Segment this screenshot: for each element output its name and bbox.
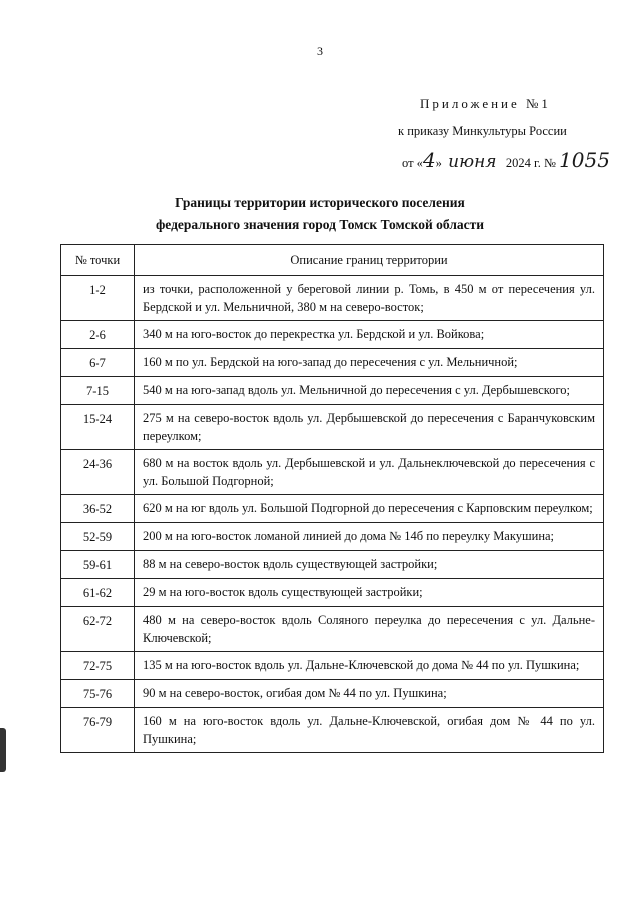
boundary-description-cell: 200 м на юго-восток ломаной линией до дома № 14б по переулку Макушина; <box>135 523 604 551</box>
point-range-cell: 24-36 <box>61 450 135 495</box>
point-range-cell: 59-61 <box>61 551 135 579</box>
title-line-1: Границы территории исторического поселения <box>175 195 465 210</box>
boundary-description-cell: 88 м на северо-восток вдоль существующей застройки; <box>135 551 604 579</box>
boundary-description-cell: 160 м по ул. Бердской на юго-запад до пересечения с ул. Мельничной; <box>135 349 604 377</box>
page-number: 3 <box>317 44 323 58</box>
date-year: 2024 г. № <box>505 156 556 170</box>
point-range-cell: 15-24 <box>61 405 135 450</box>
boundary-description-cell: 340 м на юго-восток до перекрестка ул. Бердской и ул. Войкова; <box>135 321 604 349</box>
point-range-cell: 76-79 <box>61 708 135 753</box>
table-row <box>61 276 604 321</box>
point-range-cell: 61-62 <box>61 579 135 607</box>
point-range-cell: 7-15 <box>61 377 135 405</box>
appendix-label: Приложение №1 <box>420 96 551 111</box>
point-range-cell: 72-75 <box>61 652 135 680</box>
table-row <box>61 495 604 523</box>
point-range-cell: 1-2 <box>61 276 135 321</box>
point-range-cell: 52-59 <box>61 523 135 551</box>
table-row <box>61 321 604 349</box>
date-month: июня <box>448 152 497 172</box>
table-row <box>61 708 604 753</box>
point-range-cell: 6-7 <box>61 349 135 377</box>
boundary-description-cell: 29 м на юго-восток вдоль существующей застройки; <box>135 579 604 607</box>
date-day: 4 <box>422 148 436 172</box>
order-number: 1055 <box>559 148 610 172</box>
boundary-description-cell: 135 м на юго-восток вдоль ул. Дальне-Ключевской до дома № 44 по ул. Пушкина; <box>135 652 604 680</box>
scan-edge-mark <box>0 728 6 772</box>
table-row <box>61 450 604 495</box>
table-row <box>61 377 604 405</box>
table-row <box>61 607 604 652</box>
point-range-cell: 36-52 <box>61 495 135 523</box>
document-title <box>0 192 640 236</box>
table-row <box>61 680 604 708</box>
table-row <box>61 405 604 450</box>
boundary-description-cell: 90 м на северо-восток, огибая дом № 44 по ул. Пушкина; <box>135 680 604 708</box>
table-row <box>61 523 604 551</box>
boundary-description-cell: из точки, расположенной у береговой линии р. Томь, в 450 м от пересечения ул. Бердской и ул. Мельничной, 380 м на северо-восток; <box>135 276 604 321</box>
point-range-cell: 62-72 <box>61 607 135 652</box>
point-range-cell: 75-76 <box>61 680 135 708</box>
table-row <box>61 579 604 607</box>
boundary-description-cell: 540 м на юго-запад вдоль ул. Мельничной до пересечения с ул. Дербышевского; <box>135 377 604 405</box>
table-row <box>61 652 604 680</box>
point-range-cell: 2-6 <box>61 321 135 349</box>
header-points: № точки <box>61 245 135 276</box>
table-header-row <box>61 245 604 276</box>
table-row <box>61 349 604 377</box>
title-line-2: федерального значения город Томск Томской области <box>155 217 485 232</box>
boundary-table <box>60 244 604 753</box>
order-date-line <box>402 148 610 172</box>
order-label: к приказу Минкультуры России <box>398 124 567 138</box>
boundary-description-cell: 680 м на восток вдоль ул. Дербышевской и ул. Дальнеключевской до пересечения с ул. Большой Подгорной; <box>135 450 604 495</box>
boundary-description-cell: 620 м на юг вдоль ул. Большой Подгорной до пересечения с Карповским переулком; <box>135 495 604 523</box>
table-row <box>61 551 604 579</box>
date-mid: » <box>435 156 442 170</box>
header-description: Описание границ территории <box>135 245 604 276</box>
boundary-description-cell: 275 м на северо-восток вдоль ул. Дербышевской до пересечения с Баранчуковским переулком; <box>135 405 604 450</box>
date-prefix: от « <box>402 156 423 170</box>
boundary-description-cell: 480 м на северо-восток вдоль Соляного переулка до пересечения с ул. Дальне-Ключевской; <box>135 607 604 652</box>
boundary-description-cell: 160 м на юго-восток вдоль ул. Дальне-Ключевской, огибая дом № 44 по ул. Пушкина; <box>135 708 604 753</box>
